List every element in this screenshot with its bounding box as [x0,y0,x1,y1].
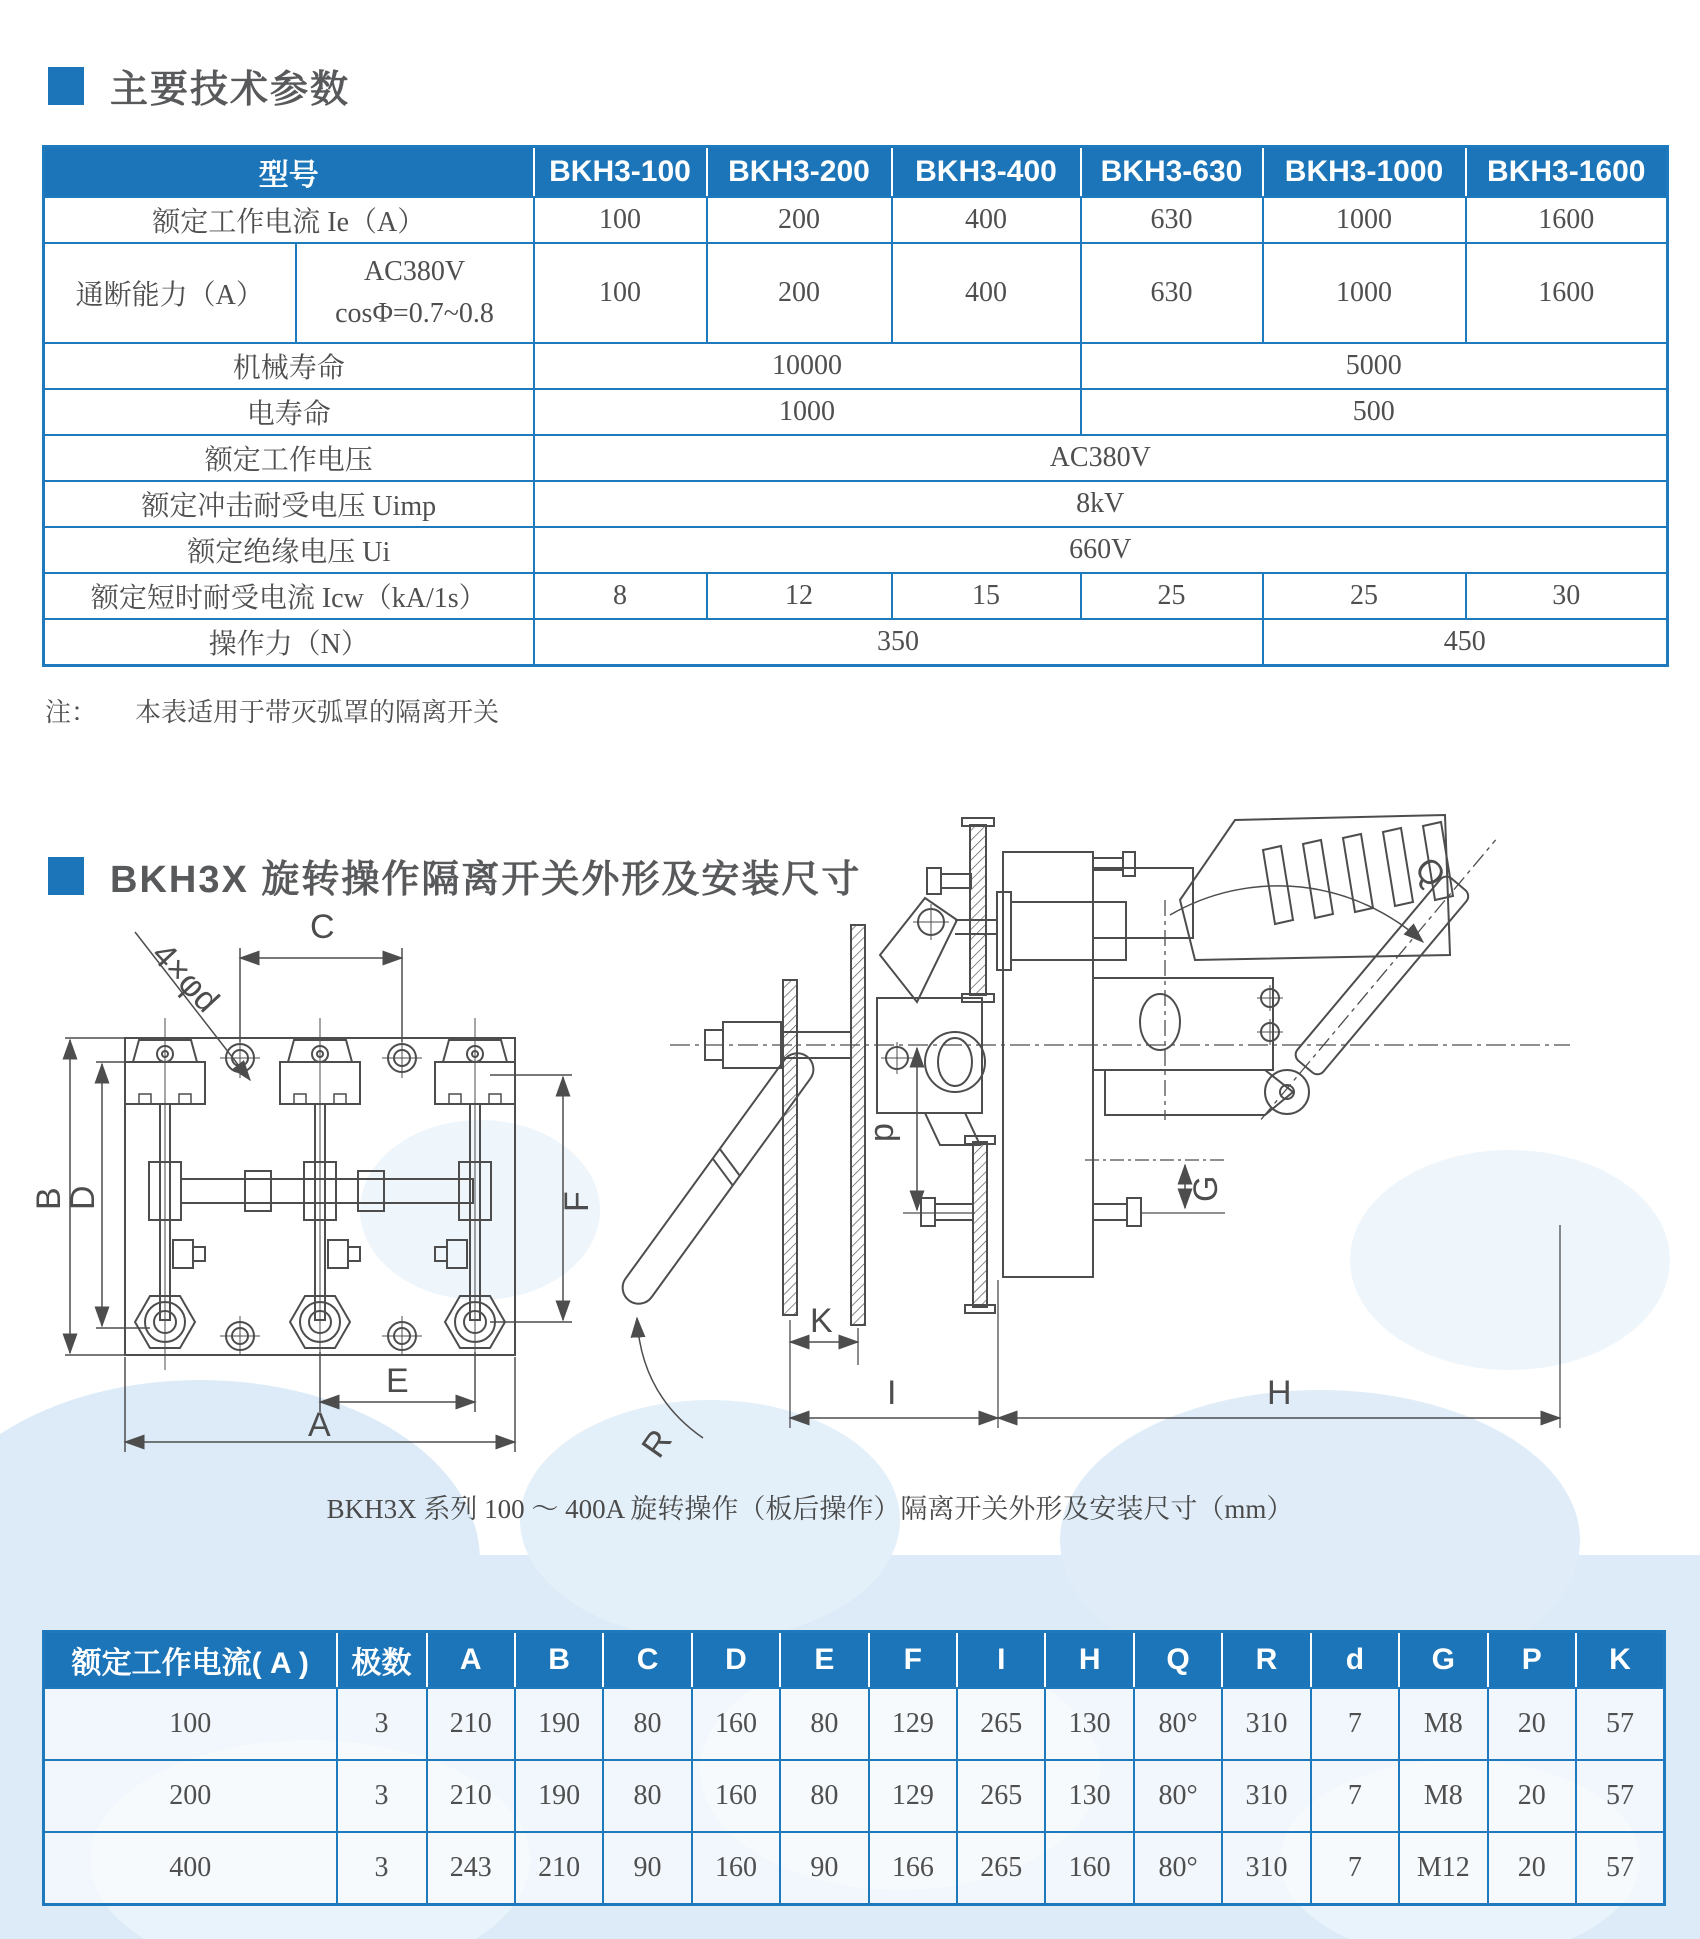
value-cell: 80 [603,1760,691,1832]
value-cell: 7 [1311,1832,1399,1905]
value-cell: 129 [869,1760,957,1832]
value-cell: 8 [534,573,707,619]
value-cell: 90 [603,1832,691,1905]
value-cell: 90 [780,1832,868,1905]
value-cell: M8 [1399,1760,1487,1832]
value-cell: 20 [1488,1832,1576,1905]
dim-label-e: E [386,1362,409,1400]
arc-chute [1180,815,1450,960]
row-label: 机械寿命 [44,343,534,389]
col-header-bkh3-1600: BKH3-1600 [1466,147,1668,198]
col-header-p: P [1488,1632,1576,1689]
col-header-bkh3-400: BKH3-400 [892,147,1081,198]
section1-title: 主要技术参数 [110,69,351,111]
dimension-lines [65,932,572,1452]
value-cell: 100 [534,197,707,243]
dim-label-c: C [310,908,335,946]
value-cell: 1000 [534,389,1081,435]
value-cell: 190 [515,1760,603,1832]
value-cell: 200 [707,197,892,243]
value-cell: 200 [44,1760,337,1832]
col-header-r: R [1222,1632,1310,1689]
value-cell: 310 [1222,1832,1310,1905]
row-label: 操作力（N） [44,619,534,666]
elec-life-row [44,389,1668,435]
col-header-g: G [1399,1632,1487,1689]
front-view-geometry [65,932,572,1452]
rated-current-row [44,197,1668,243]
col-header-bkh3-200: BKH3-200 [707,147,892,198]
value-cell: 3 [337,1832,427,1905]
value-cell: 400 [44,1832,337,1905]
row-label: 额定绝缘电压 Ui [44,527,534,573]
value-cell: 210 [427,1688,515,1760]
value-cell: 12 [707,573,892,619]
value-cell: 20 [1488,1688,1576,1760]
col-header-current: 额定工作电流( A ) [44,1632,337,1689]
figure-caption: BKH3X 系列 100 ～ 400A 旋转操作（板后操作）隔离开关外形及安装尺寸（mm） [326,1494,1294,1524]
breaking-condition [296,243,534,343]
dim-label-a: A [308,1406,331,1444]
front-view-drawing [30,890,605,1465]
value-cell: 80° [1134,1832,1222,1905]
value-cell: 243 [427,1832,515,1905]
side-view-drawing [625,770,1700,1475]
dim-label-4xd: 4×φd [144,935,227,1020]
value-cell: AC380V [534,435,1668,481]
value-cell: 20 [1488,1760,1576,1832]
voltage-row [44,435,1668,481]
col-header-model: 型号 [44,147,534,198]
value-cell: 130 [1045,1688,1133,1760]
value-cell: 7 [1311,1688,1399,1760]
value-cell: 1600 [1466,197,1668,243]
row-label: 电寿命 [44,389,534,435]
value-cell: 190 [515,1688,603,1760]
mounting-holes [220,1038,422,1356]
dim-label-i: I [887,1374,897,1412]
value-cell: 3 [337,1688,427,1760]
value-cell: 8kV [534,481,1668,527]
col-header-b: B [515,1632,603,1689]
value-cell: 130 [1045,1760,1133,1832]
col-header-d: D [692,1632,780,1689]
value-cell: 210 [427,1760,515,1832]
note-label: 注： [45,698,98,727]
value-cell: 25 [1081,573,1263,619]
value-cell: 630 [1081,197,1263,243]
col-header-poles: 极数 [337,1632,427,1689]
side-view-geometry [616,815,1570,1438]
value-cell: 310 [1222,1760,1310,1832]
col-header-i: I [957,1632,1045,1689]
dim-label-k: K [810,1302,833,1340]
value-cell: 80 [780,1688,868,1760]
col-header-k: K [1576,1632,1665,1689]
dim-label-q: Q [1407,849,1453,896]
dim-label-p: p [863,1123,901,1142]
row-label: 额定工作电压 [44,435,534,481]
dim-header-row [44,1632,1665,1689]
value-cell: 160 [692,1688,780,1760]
value-cell: 100 [534,243,707,343]
value-cell: 80° [1134,1688,1222,1760]
value-cell: 450 [1263,619,1668,666]
value-cell: 1600 [1466,243,1668,343]
uimp-row [44,481,1668,527]
value-cell: 80 [603,1688,691,1760]
dim-label-h: H [1267,1374,1292,1412]
value-cell: 1000 [1263,243,1466,343]
col-header-h: H [1045,1632,1133,1689]
value-cell: 30 [1466,573,1668,619]
value-cell: 1000 [1263,197,1466,243]
value-cell: 166 [869,1832,957,1905]
dim-label-g: G [1187,1175,1225,1202]
value-cell: 350 [534,619,1263,666]
value-cell: 15 [892,573,1081,619]
value-cell: 400 [892,243,1081,343]
col-header-q: Q [1134,1632,1222,1689]
value-cell: 210 [515,1832,603,1905]
blue-square-bullet [48,67,84,105]
ui-row [44,527,1668,573]
value-cell: M12 [1399,1832,1487,1905]
note-text: 本表适用于带灭弧罩的隔离开关 [135,698,500,727]
spec-header-row [44,147,1668,198]
value-cell: 57 [1576,1688,1665,1760]
col-header-a: A [427,1632,515,1689]
col-header-f: F [869,1632,957,1689]
row-label: 额定工作电流 Ie（A） [44,197,534,243]
row-label: 额定冲击耐受电压 Uimp [44,481,534,527]
mech-life-row [44,343,1668,389]
col-header-dd: d [1311,1632,1399,1689]
breaking-capacity-row [44,243,1668,343]
blue-square-bullet [48,857,84,895]
col-header-bkh3-630: BKH3-630 [1081,147,1263,198]
value-cell: 265 [957,1832,1045,1905]
col-header-c: C [603,1632,691,1689]
value-cell: 310 [1222,1688,1310,1760]
row-label: 额定短时耐受电流 Icw（kA/1s） [44,573,534,619]
value-cell: 129 [869,1688,957,1760]
spec-table [42,145,1669,667]
force-row [44,619,1668,666]
dim-label-f: F [558,1191,596,1212]
section2-title: BKH3X 旋转操作隔离开关外形及安装尺寸 [110,859,862,901]
value-cell: 265 [957,1688,1045,1760]
section1-header [48,58,350,113]
dim-label-d: D [64,1185,102,1210]
value-cell: 200 [707,243,892,343]
value-cell: 265 [957,1760,1045,1832]
col-header-bkh3-1000: BKH3-1000 [1263,147,1466,198]
dim-label-b: B [30,1187,68,1210]
value-cell: 160 [692,1760,780,1832]
dim-row-100 [44,1688,1665,1760]
value-cell: 160 [1045,1832,1133,1905]
value-cell: 500 [1081,389,1668,435]
dimension-table [42,1630,1666,1906]
value-cell: 57 [1576,1832,1665,1905]
breaking-condition-cos: cosΦ=0.7~0.8 [335,298,494,329]
row-label: 通断能力（A） [44,243,296,343]
value-cell: 160 [692,1832,780,1905]
value-cell: 400 [892,197,1081,243]
value-cell: 100 [44,1688,337,1760]
icw-row [44,573,1668,619]
value-cell: 7 [1311,1760,1399,1832]
breaking-condition-voltage: AC380V [363,256,466,287]
value-cell: 3 [337,1760,427,1832]
col-header-e: E [780,1632,868,1689]
value-cell: M8 [1399,1688,1487,1760]
value-cell: 80° [1134,1760,1222,1832]
value-cell: 10000 [534,343,1081,389]
value-cell: 660V [534,527,1668,573]
dim-row-400 [44,1832,1665,1905]
value-cell: 80 [780,1760,868,1832]
table-note [45,692,499,729]
value-cell: 57 [1576,1760,1665,1832]
value-cell: 5000 [1081,343,1668,389]
dim-label-r: R [634,1422,680,1465]
dim-row-200 [44,1760,1665,1832]
value-cell: 630 [1081,243,1263,343]
value-cell: 25 [1263,573,1466,619]
col-header-bkh3-100: BKH3-100 [534,147,707,198]
